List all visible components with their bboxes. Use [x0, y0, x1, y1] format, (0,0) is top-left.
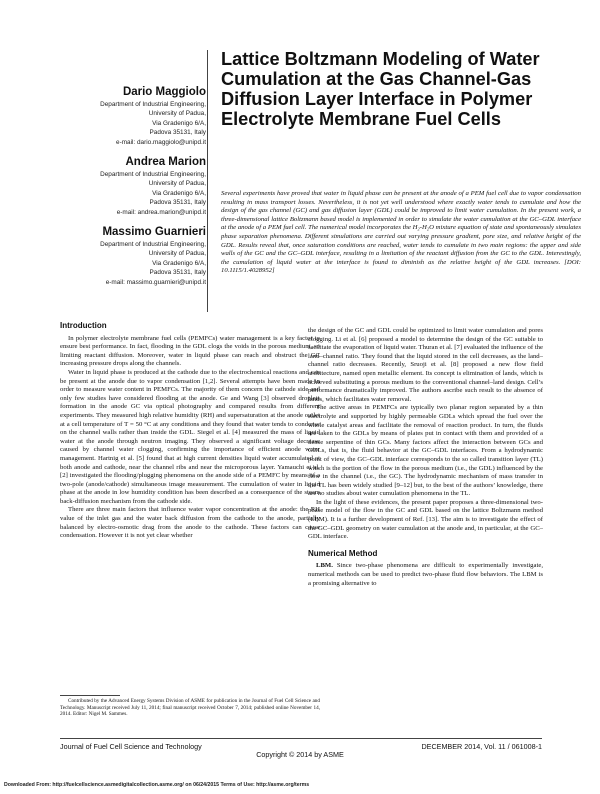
author-email: e-mail: andrea.marion@unipd.it: [116, 208, 206, 216]
body-paragraph: Water in liquid phase is produced at the cathode due to the electrochemical reactions and can be present at the anode due to vapor condensation [1,2]. Several attempts have been made in order to measure water content in PEMFCs. The majority of them concern the cathode side and only few studies have considered flooding at the anode. Ge and Wang [3] observed droplets formation in the anode GC via optical photography and compared results from different experiments. They measured high relative humidity (RH) and supersaturation at the anode outlet at a cell temperature of T = 50 °C at any conditions and they found that water tends to condense on the channel walls rather than inside the GDL. Siegel et al. [4] measured the mass of liquid water at the anode through neutron imaging. They observed a significant voltage decrease caused by channel water clogging, confirming the importance of efficient anode water management. Hartnig et al. [5] found that at high current densities liquid water accumulated at both anode and cathode, near the channel ribs and near the microporous layer. Yamauchi et al. [2] investigated the flooding/plugging phenomena on the anode side of a PEMFC by means of a two-pole (anode/cathode) simultaneous image measurement. The cumulation of water in liquid phase at the anode in low humidity condition has been described as a consequence of the steam back-diffusion mechanism from the cathode side.: [60, 368, 320, 505]
paper-title: Lattice Boltzmann Modeling of Water Cumulation at the Gas Channel-Gas Diffusion Layer Interface in Polymer Electrolyte Membrane Fuel Cells: [221, 49, 540, 129]
subsection-lead: LBM.: [316, 562, 333, 570]
body-paragraph: The active areas in PEMFCs are typically two planar region separated by a thin electrolyte and supported by highly permeable GDLs which spread the fuel over the whole catalyst areas and facilitate the removal of reaction product. In turn, the fluids are taken to the GDLs by means of plates put in contact with them and provided of a dense serpentine of thin GCs. Many factors affect the interaction between GCs and GDLs, that is, the fluid behavior at the GC–GDL interfaces. From a hydrodynamic point of view, the GC–GDL interface corresponds to the so called transition layer (TL) which is the portion of the flow in the porous medium (i.e., the GDL) influenced by the flow in the channel (i.e., the GC). The hydrodynamic mechanism of mass transfer in the TL has been widely studied [9–12] but, to the best of the authors’ knowledge, there are no studies about water cumulation phenomena in the TL.: [308, 404, 543, 498]
author-name: Andrea Marion: [125, 156, 206, 168]
footer-rule: [60, 738, 542, 739]
header-divider: [207, 50, 208, 312]
author-name: Dario Maggiolo: [122, 86, 206, 98]
author-affiliation-line: Department of Industrial Engineering,: [100, 171, 206, 178]
right-column: [308, 327, 543, 588]
author-affiliation-line: Via Gradenigo 6/A,: [152, 189, 206, 197]
author-affiliation-line: Via Gradenigo 6/A,: [152, 259, 206, 267]
section-heading: Numerical Method: [308, 548, 378, 558]
abstract: Several experiments have proved that water in liquid phase can be present at the anode of a PEM fuel cell due to vapor condensation resulting in mass transport losses. Nevertheless, it is not yet well understood where exactly water tends to cumulate and how the design of the gas channel (GC) and gas diffusion layer (GDL) could be improved to limit water cumulation. In the present work, a three-dimensional lattice Boltzmann based model is implemented in order to simulate the water cumulation at the GC–GDL interface at the anode of a PEM fuel cell. The numerical model incorporates the H₂-H₂O mixture equation of state and spontaneously simulates phase separation phenomena. Different simulations are carried out varying pressure gradient, pore size, and relative height of the GDL. Results reveal that, once saturation conditions are reached, water tends to cumulate in two main regions: the upper and side walls of the GC and the GC–GDL interface, resulting in a limitation of the reactant diffusion from the GC to the GDL. Interestingly, the cumulation of liquid water at the interface is found to diminish as the relative height of the GDL increases. [DOI: 10.1115/1.4028952]: [221, 190, 581, 275]
body-paragraph: the design of the GC and GDL could be optimized to limit water cumulation and pores clogging. Li et al. [6] proposed a model to determine the design of the GC suitable to facilitate the evaporation of liquid water. Thuran et al. [7] evaluated the influence of the land–channel ratio. They found that the liquid stored in the cell decreases, as the land–channel ratio decreases. Recently, Sruoji et al. [8] proposed a new flow field architecture, named open metallic element. Its concept is elimination of lands, which is achieved substituting a porous medium to the conventional channel–land design. Cell’s performance dramatically improved. The authors ascribe such result to the absence of lands, which facilitates water removal.: [308, 327, 543, 403]
author-email: e-mail: massimo.guarnieri@unipd.it: [105, 278, 206, 286]
author-block: [16, 226, 206, 287]
author-affiliation-line: Padova 35131, Italy: [149, 199, 206, 207]
copyright: Copyright © 2014 by ASME: [256, 750, 344, 759]
body-paragraph: There are three main factors that influence water vapor concentration at the anode: the RH value of the inlet gas and the water back diffusion from the cathode to the anode, partially balanced by electro-osmotic drag from the anode to the cathode. These factors can cause condensation. However it is not yet clear whether: [60, 506, 320, 540]
body-paragraph: In the light of these evidences, the present paper proposes a three-dimensional two-phase model of the flow in the GC and GDL based on the lattice Boltzmann method (LBM). It is a further development of Ref. [13]. The aim is to investigate the effect of the GC–GDL geometry on water cumulation at the anode and, in particular, at the GC–GDL interface.: [308, 498, 543, 541]
author-affiliation-line: University of Padua,: [148, 110, 206, 118]
download-notice: Downloaded From: http://fuelcellscience.asmedigitalcollection.asme.org/ on 06/24/2015 Terms of Use: http://asme.org/terms: [4, 782, 310, 788]
author-affiliation-line: Department of Industrial Engineering,: [100, 101, 206, 108]
author-affiliation-line: Via Gradenigo 6/A,: [152, 119, 206, 127]
author-affiliation-line: University of Padua,: [148, 180, 206, 188]
author-name: Massimo Guarnieri: [102, 226, 206, 238]
author-block: [16, 86, 206, 147]
section-heading: Introduction: [60, 321, 107, 330]
author-affiliation-line: University of Padua,: [148, 250, 206, 258]
subsection-text: Since two-phase phenomena are difficult to experimentally investigate, numerical methods can be used to predict two-phase fluid flow behaviors. The LBM is a promising alternative to: [308, 562, 543, 587]
author-affiliation-line: Padova 35131, Italy: [149, 269, 206, 277]
author-affiliation-line: Department of Industrial Engineering,: [100, 241, 206, 248]
issue-info: DECEMBER 2014, Vol. 11 / 061008-1: [421, 742, 542, 751]
left-column: [60, 322, 320, 541]
body-paragraph: In polymer electrolyte membrane fuel cells (PEMFCs) water management is a key factor to ensure best performance. In fact, flooding in the GDL clogs the voids in the porous medium, so limiting reactant diffusion. Moreover, water in liquid phase can reach and obstruct the GC increasing pressure drops along the channels.: [60, 334, 320, 368]
author-affiliation-line: Padova 35131, Italy: [149, 129, 206, 137]
footnote: Contributed by the Advanced Energy Systems Division of ASME for publication in the Journal of Fuel Cell Science and Technology. Manuscript received July 11, 2014; final manuscript received October 7, 2014; published online November 14, 2014. Editor: Nigel M. Sammes.: [60, 698, 320, 718]
author-email: e-mail: dario.maggiolo@unipd.it: [116, 138, 206, 146]
author-block: [16, 156, 206, 217]
footnote-rule: [60, 695, 120, 696]
body-paragraph: [308, 562, 543, 588]
journal-name: Journal of Fuel Cell Science and Technology: [60, 742, 202, 751]
